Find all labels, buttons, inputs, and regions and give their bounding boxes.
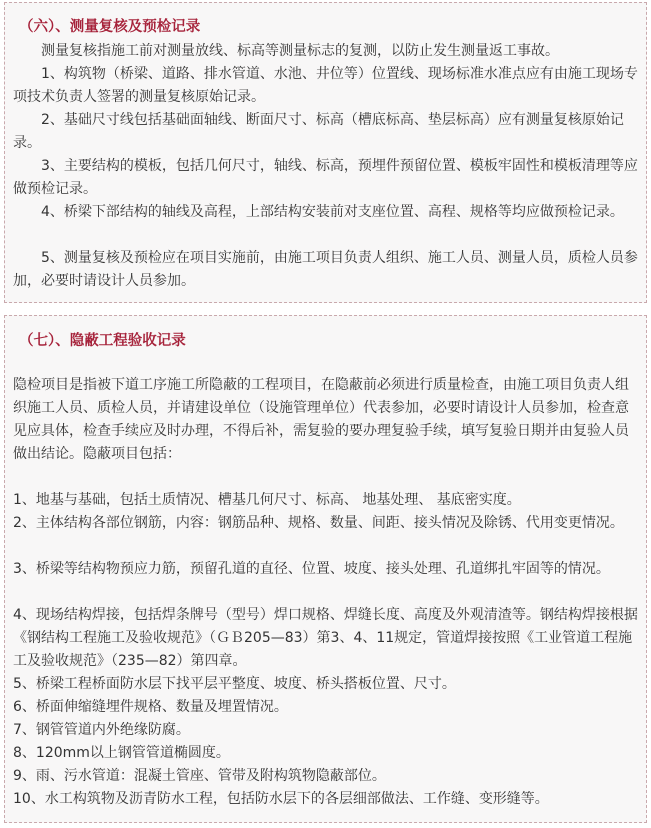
section-7-item-1: 1、地基与基础，包括土质情况、槽基几何尺寸、标高、 地基处理、 基底密实度。 [13, 492, 521, 508]
section-6-item-3: 3、主要结构的模板，包括几何尺寸，轴线、标高，预埋件预留位置、模板牢固性和模板清理等应做预检记录。 [13, 158, 638, 197]
section-7-item-5: 5、桥梁工程桥面防水层下找平层平整度、坡度、桥头搭板位置、尺寸。 [13, 676, 456, 692]
section-7-title: （七）、隐蔽工程验收记录 [19, 333, 186, 349]
section-7-intro: 隐检项目是指被下道工序施工所隐蔽的工程项目，在隐蔽前必须进行质量检查，由施工项目负责人组织施工人员、质检人员，并请建设单位（设施管理单位）代表参加，必要时请设计人员参加，检查意见应具体，检查手续应及时办理，不得后补，需复验的要办理复验手续，填写复验日期并由复验人员做出结论。隐蔽项目包括： [13, 377, 629, 462]
section-6-title: （六）、测量复核及预检记录 [19, 19, 201, 35]
section-6-intro: 测量复核指施工前对测量放线、标高等测量标志的复测，以防止发生测量返工事故。 [41, 43, 559, 59]
section-7-item-6: 6、桥面伸缩缝埋件规格、数量及埋置情况。 [13, 699, 288, 715]
section-7-panel [4, 315, 647, 823]
section-7-item-9: 9、雨、污水管道：混凝土管座、管带及附构筑物隐蔽部位。 [13, 768, 386, 784]
section-6-item-4: 4、桥梁下部结构的轴线及高程，上部结构安装前对支座位置、高程、规格等均应做预检记录。 [41, 204, 624, 220]
section-7-item-2: 2、主体结构各部位钢筋，内容：钢筋品种、规格、数量、间距、接头情况及除锈、代用变更情况。 [13, 515, 624, 531]
section-7-item-7: 7、钢管管道内外绝缘防腐。 [13, 722, 190, 738]
section-7-item-10: 10、水工构筑物及沥青防水工程，包括防水层下的各层细部做法、工作缝、变形缝等。 [13, 791, 549, 807]
section-6-item-1: 1、构筑物（桥梁、道路、排水管道、水池、井位等）位置线、现场标准水准点应有由施工现场专项技术负责人签署的测量复核原始记录。 [13, 66, 638, 105]
section-7-item-4: 4、现场结构焊接，包括焊条牌号（型号）焊口规格、焊缝长度、高度及外观清渣等。钢结构焊接根据《钢结构工程施工及验收规范》（ＧＢ205—83）第3、4、11规定，管道焊接按照《工业管道工程施工及验收规范》（235—82）第四章。 [13, 607, 638, 669]
section-7-item-8: 8、120mm以上钢管管道椭圆度。 [13, 745, 230, 761]
section-6-panel [4, 2, 647, 303]
section-6-item-2: 2、基础尺寸线包括基础面轴线、断面尺寸、标高（槽底标高、垫层标高）应有测量复核原始记录。 [13, 112, 624, 151]
section-6-item-5: 5、测量复核及预检应在项目实施前，由施工项目负责人组织、施工人员、测量人员，质检人员参加，必要时请设计人员参加。 [13, 250, 638, 289]
section-7-item-3: 3、桥梁等结构物预应力筋，预留孔道的直径、位置、坡度、接头处理、孔道绑扎牢固等的情况。 [13, 561, 610, 577]
